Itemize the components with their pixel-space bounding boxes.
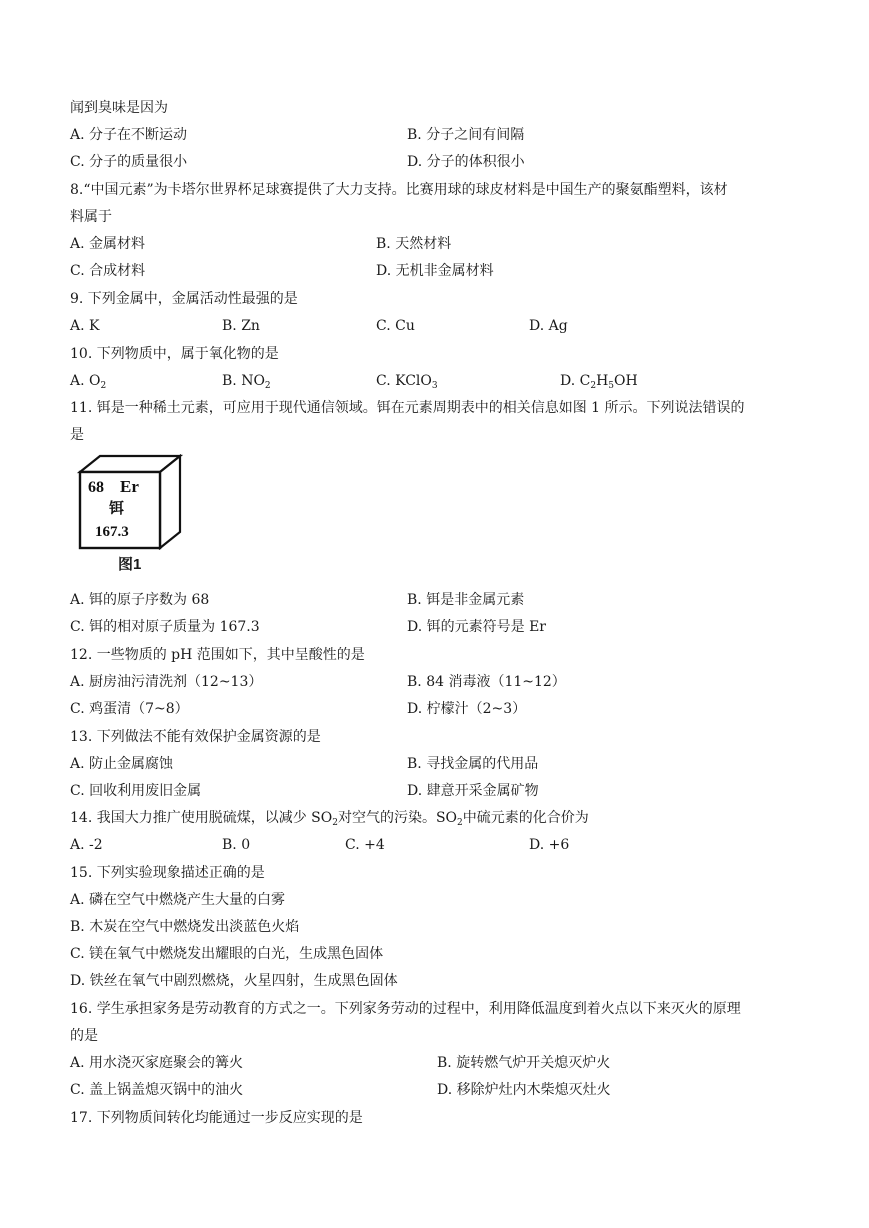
q8-option-c: C. 合成材料 <box>70 263 146 279</box>
q13-option-c: C. 回收利用废旧金属 <box>70 783 202 799</box>
q12-option-a: A. 厨房油污清洗剂（12~13） <box>70 674 263 690</box>
q9-option-c: C. Cu <box>376 318 415 334</box>
q11-option-b: B. 铒是非金属元素 <box>407 592 525 608</box>
atomic-mass: 167.3 <box>95 524 129 540</box>
q10-stem: 10. 下列物质中，属于氧化物的是 <box>70 346 279 362</box>
q13-option-a: A. 防止金属腐蚀 <box>70 756 174 772</box>
q9-option-b: B. Zn <box>222 318 260 334</box>
figure-caption: 图1 <box>118 556 142 573</box>
q16-option-b: B. 旋转燃气炉开关熄灭炉火 <box>437 1055 611 1071</box>
q11-option-a: A. 铒的原子序数为 68 <box>70 592 210 608</box>
q15-option-a: A. 磷在空气中燃烧产生大量的白雾 <box>70 892 286 908</box>
q15-stem: 15. 下列实验现象描述正确的是 <box>70 865 265 881</box>
q11-option-d: D. 铒的元素符号是 Er <box>407 619 546 635</box>
q15-option-c: C. 镁在氧气中燃烧发出耀眼的白光，生成黑色固体 <box>70 946 384 962</box>
q10-option-a: A. $O_2$ <box>70 373 107 391</box>
q14-option-a: A. -2 <box>70 837 103 853</box>
q8-stem-cont: 料属于 <box>70 209 112 225</box>
q11-stem: 11. 铒是一种稀土元素，可应用于现代通信领域。铒在元素周期表中的相关信息如图 1 所示。下列说法错误的 <box>70 400 745 416</box>
q10-option-c: C. KClO$_3$ <box>376 373 438 391</box>
q11-option-c: C. 铒的相对原子质量为 167.3 <box>70 619 260 635</box>
q12-stem: 12. 一些物质的 pH 范围如下，其中呈酸性的是 <box>70 647 365 663</box>
q7-option-b: B. 分子之间有间隔 <box>407 127 525 143</box>
q8-stem: 8.“中国元素”为卡塔尔世界杯足球赛提供了大力支持。比赛用球的球皮材料是中国生产的聚氨酯塑料，该材 <box>70 182 728 198</box>
q16-stem: 16. 学生承担家务是劳动教育的方式之一。下列家务劳动的过程中，利用降低温度到着火点以下来灭火的原理 <box>70 1001 741 1017</box>
atomic-number: 68 <box>88 479 104 496</box>
q16-option-c: C. 盖上锅盖熄灭锅中的油火 <box>70 1082 244 1098</box>
periodic-element-cube-figure <box>76 454 184 550</box>
q9-option-a: A. K <box>70 318 100 334</box>
q16-stem-cont: 的是 <box>70 1028 98 1044</box>
q10-option-b: B. $NO_2$ <box>222 373 271 391</box>
q7-option-a: A. 分子在不断运动 <box>70 127 188 143</box>
q15-option-d: D. 铁丝在氧气中剧烈燃烧，火星四射，生成黑色固体 <box>70 973 398 989</box>
q14-option-d: D. +6 <box>529 837 570 853</box>
q8-option-b: B. 天然材料 <box>376 236 452 252</box>
element-name: 铒 <box>109 499 125 517</box>
q12-option-c: C. 鸡蛋清（7~8） <box>70 701 189 717</box>
question-7-stem-continuation: 闻到臭味是因为 <box>70 100 168 116</box>
element-symbol: Er <box>120 477 139 496</box>
q15-option-b: B. 木炭在空气中燃烧发出淡蓝色火焰 <box>70 919 300 935</box>
q14-option-b: B. 0 <box>222 837 251 853</box>
q14-stem: 14. 我国大力推广使用脱硫煤，以减少 $SO_2$对空气的污染。$SO_2$中硫元素的化合价为 <box>70 810 589 828</box>
q7-option-c: C. 分子的质量很小 <box>70 154 188 170</box>
q13-stem: 13. 下列做法不能有效保护金属资源的是 <box>70 729 321 745</box>
q12-option-b: B. 84 消毒液（11~12） <box>407 674 566 690</box>
q8-option-d: D. 无机非金属材料 <box>376 263 494 279</box>
q16-option-a: A. 用水浇灭家庭聚会的篝火 <box>70 1055 244 1071</box>
q13-option-b: B. 寻找金属的代用品 <box>407 756 539 772</box>
q14-option-c: C. +4 <box>345 837 385 853</box>
q10-option-d: D. $C_2H_5OH$ <box>560 373 638 391</box>
q11-stem-cont: 是 <box>70 427 84 443</box>
q17-stem: 17. 下列物质间转化均能通过一步反应实现的是 <box>70 1110 363 1126</box>
q8-option-a: A. 金属材料 <box>70 236 146 252</box>
q12-option-d: D. 柠檬汁（2~3） <box>407 701 527 717</box>
q7-option-d: D. 分子的体积很小 <box>407 154 525 170</box>
q16-option-d: D. 移除炉灶内木柴熄灭灶火 <box>437 1082 611 1098</box>
q13-option-d: D. 肆意开采金属矿物 <box>407 783 539 799</box>
q9-option-d: D. Ag <box>529 318 568 334</box>
q9-stem: 9. 下列金属中，金属活动性最强的是 <box>70 291 298 307</box>
